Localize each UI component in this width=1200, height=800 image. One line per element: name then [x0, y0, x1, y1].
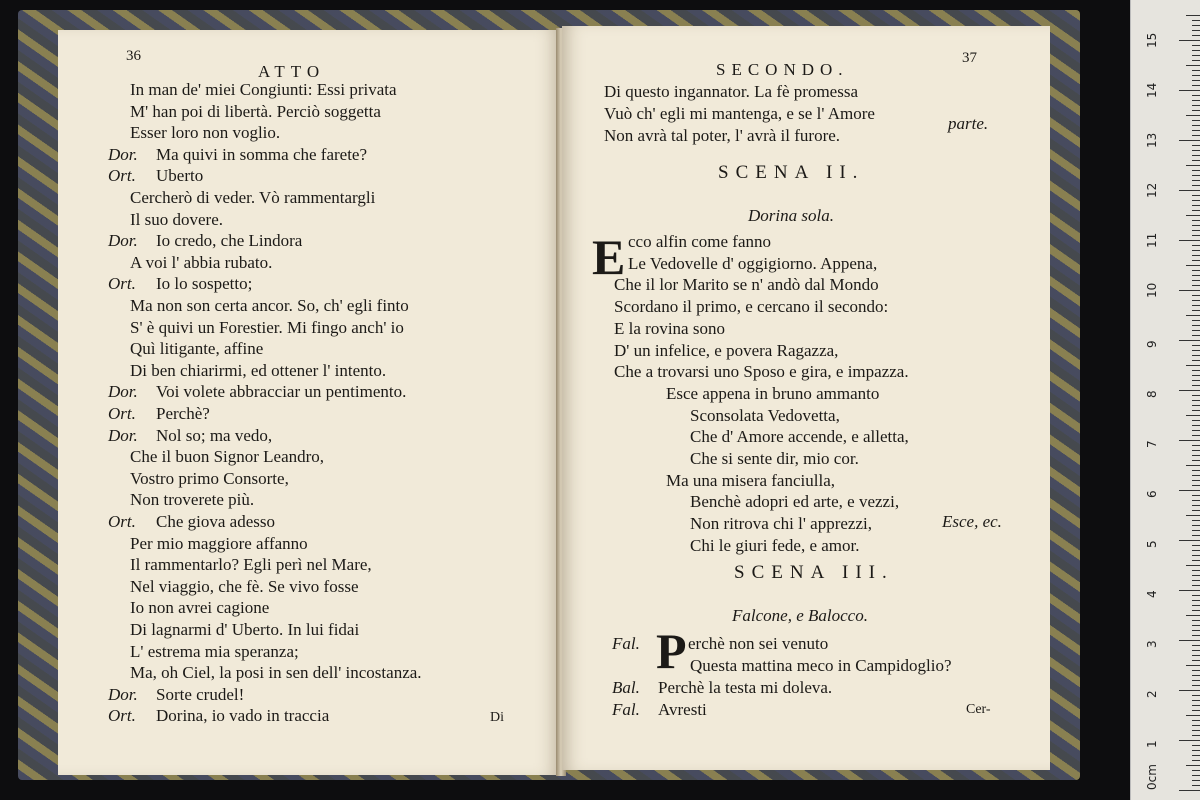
ruler-tick	[1192, 755, 1200, 756]
ruler-tick	[1192, 325, 1200, 326]
ruler-tick	[1192, 650, 1200, 651]
verse-line: Che a trovarsi uno Sposo e gira, e impazza.	[614, 362, 909, 382]
ruler-tick	[1179, 40, 1200, 41]
ruler-tick	[1192, 295, 1200, 296]
verse-line: Il rammentarlo? Egli perì nel Mare,	[130, 555, 372, 575]
ruler-tick	[1192, 410, 1200, 411]
ruler-tick	[1192, 570, 1200, 571]
ruler-tick	[1179, 740, 1200, 741]
ruler-tick	[1192, 595, 1200, 596]
verse-line: Il suo dovere.	[130, 209, 224, 229]
ruler-tick	[1192, 180, 1200, 181]
ruler-tick	[1192, 25, 1200, 26]
ruler-tick	[1192, 85, 1200, 86]
scene-heading: SCENA III.	[734, 562, 894, 583]
speaker-label: Ort.	[108, 706, 136, 726]
ruler-tick	[1192, 360, 1200, 361]
page-number: 37	[962, 50, 977, 66]
ruler-tick	[1192, 260, 1200, 261]
ruler-tick	[1192, 435, 1200, 436]
ruler-tick	[1192, 350, 1200, 351]
ruler-tick	[1192, 35, 1200, 36]
ruler-tick	[1192, 195, 1200, 196]
ruler-tick	[1186, 315, 1200, 316]
speaker-label: Dor.	[108, 144, 138, 164]
ruler-tick	[1192, 285, 1200, 286]
ruler-tick	[1192, 160, 1200, 161]
ruler-tick	[1192, 445, 1200, 446]
ruler-tick	[1192, 635, 1200, 636]
ruler-tick	[1192, 610, 1200, 611]
ruler-tick	[1192, 630, 1200, 631]
ruler-tick	[1192, 235, 1200, 236]
left-page	[58, 30, 560, 775]
ruler-tick	[1192, 150, 1200, 151]
verse-line: Ma quivi in somma che farete?	[156, 144, 368, 164]
verse-line: Esce appena in bruno ammanto	[666, 383, 880, 403]
ruler-tick	[1192, 55, 1200, 56]
ruler-tick	[1192, 275, 1200, 276]
ruler-number: 15	[1145, 32, 1159, 48]
ruler-tick	[1179, 440, 1200, 441]
ruler-tick	[1192, 250, 1200, 251]
ruler-tick	[1192, 200, 1200, 201]
verse-line: Non avrà tal poter, l' avrà il furore.	[604, 126, 841, 145]
speaker-label: Fal.	[612, 700, 640, 719]
ruler-tick	[1192, 45, 1200, 46]
ruler-tick	[1179, 790, 1200, 791]
ruler-tick	[1179, 690, 1200, 691]
ruler-tick	[1192, 170, 1200, 171]
ruler-tick	[1192, 345, 1200, 346]
ruler-tick	[1192, 720, 1200, 721]
verse-line: Non ritrova chi l' apprezzi,	[690, 514, 872, 534]
ruler-tick	[1192, 480, 1200, 481]
ruler-tick	[1192, 725, 1200, 726]
verse-line: Esser loro non voglio.	[130, 123, 281, 143]
ruler-tick	[1186, 565, 1200, 566]
ruler-tick	[1192, 225, 1200, 226]
ruler-number: 11	[1145, 232, 1159, 248]
verse-line: Non troverete più.	[130, 490, 255, 510]
ruler-tick	[1179, 590, 1200, 591]
ruler-tick	[1192, 525, 1200, 526]
ruler-tick	[1192, 120, 1200, 121]
verse-line: Chi le giuri fede, e amor.	[690, 535, 860, 555]
ruler-unit: 0cm	[1145, 764, 1159, 790]
speaker-label: Dor.	[108, 382, 138, 402]
ruler-tick	[1192, 775, 1200, 776]
verse-line: erchè non sei venuto	[688, 634, 829, 653]
running-head: ATTO	[258, 62, 326, 81]
speaker-label: Bal.	[612, 678, 640, 697]
ruler-tick	[1192, 305, 1200, 306]
ruler-tick	[1192, 460, 1200, 461]
ruler-tick	[1192, 550, 1200, 551]
ruler-number: 6	[1145, 490, 1159, 498]
ruler-tick	[1192, 530, 1200, 531]
ruler-tick	[1192, 145, 1200, 146]
ruler-tick	[1192, 745, 1200, 746]
speaker-label: Ort.	[108, 404, 136, 423]
ruler-tick	[1192, 495, 1200, 496]
verse-line: Ma non son certa ancor. So, ch' egli finto	[130, 296, 409, 315]
running-head: SECONDO.	[716, 60, 849, 79]
ruler-tick	[1192, 270, 1200, 271]
ruler-tick	[1192, 770, 1200, 771]
ruler-tick	[1179, 190, 1200, 191]
ruler-tick	[1192, 730, 1200, 731]
ruler-tick	[1186, 515, 1200, 516]
ruler-tick	[1192, 355, 1200, 356]
verse-line: Ma una misera fanciulla,	[666, 470, 835, 490]
ruler-tick	[1192, 685, 1200, 686]
verse-line: Scordano il primo, e cercano il secondo:	[614, 297, 889, 317]
ruler-tick	[1192, 695, 1200, 696]
stage-direction: Esce, ec.	[942, 512, 1002, 531]
verse-line: Dorina, io vado in traccia	[156, 706, 330, 726]
speaker-label: Ort.	[108, 166, 136, 186]
ruler-tick	[1179, 490, 1200, 491]
ruler-tick	[1192, 450, 1200, 451]
ruler-tick	[1192, 60, 1200, 61]
verse-line: Sconsolata Vedovetta,	[690, 405, 840, 425]
verse-line: Di ben chiarirmi, ed ottener l' intento.	[130, 360, 387, 380]
speaker-label: Dor.	[108, 684, 138, 704]
ruler-tick	[1192, 205, 1200, 206]
ruler-tick	[1192, 75, 1200, 76]
ruler-tick	[1179, 540, 1200, 541]
ruler-number: 13	[1145, 132, 1159, 148]
ruler-tick	[1186, 615, 1200, 616]
ruler-tick	[1192, 470, 1200, 471]
ruler-tick	[1179, 90, 1200, 91]
ruler-tick	[1179, 390, 1200, 391]
drop-cap: P	[656, 623, 687, 679]
ruler-tick	[1192, 155, 1200, 156]
verse-line: Benchè adopri ed arte, e vezzi,	[690, 492, 900, 512]
ruler-tick	[1192, 20, 1200, 21]
ruler-tick	[1192, 105, 1200, 106]
ruler-tick	[1192, 100, 1200, 101]
ruler-tick	[1192, 780, 1200, 781]
ruler-tick	[1192, 310, 1200, 311]
verse-line: Sorte crudel!	[156, 684, 245, 704]
ruler-tick	[1192, 505, 1200, 506]
ruler-tick	[1192, 425, 1200, 426]
ruler-tick	[1186, 15, 1200, 16]
verse-line: Perchè?	[156, 404, 210, 423]
ruler-tick	[1192, 380, 1200, 381]
ruler-tick	[1192, 760, 1200, 761]
ruler-tick	[1192, 655, 1200, 656]
ruler-tick	[1192, 675, 1200, 676]
verse-line: S' è quivi un Forestier. Mi fingo anch' io	[130, 317, 404, 337]
ruler-tick	[1192, 645, 1200, 646]
ruler-tick	[1192, 420, 1200, 421]
ruler-tick	[1192, 70, 1200, 71]
verse-line: Uberto	[156, 166, 204, 186]
verse-line: D' un infelice, e povera Ragazza,	[614, 340, 839, 360]
verse-line: Per mio maggiore affanno	[130, 533, 308, 553]
ruler-tick	[1192, 300, 1200, 301]
ruler-tick	[1186, 715, 1200, 716]
ruler-tick	[1192, 255, 1200, 256]
scene-characters: Dorina sola.	[748, 206, 834, 225]
ruler-tick	[1179, 290, 1200, 291]
ruler-tick	[1186, 415, 1200, 416]
ruler-tick	[1192, 500, 1200, 501]
ruler-tick	[1192, 245, 1200, 246]
ruler-number: 3	[1145, 640, 1159, 648]
right-page	[562, 26, 1050, 770]
ruler-tick	[1192, 385, 1200, 386]
ruler-tick	[1192, 620, 1200, 621]
ruler-tick	[1192, 625, 1200, 626]
ruler-tick	[1186, 765, 1200, 766]
ruler-number: 10	[1145, 282, 1159, 298]
speaker-label: Ort.	[108, 274, 136, 294]
ruler-tick	[1192, 210, 1200, 211]
ruler-tick	[1179, 140, 1200, 141]
verse-line: Le Vedovelle d' oggigiorno. Appena,	[628, 253, 878, 273]
ruler-tick	[1192, 95, 1200, 96]
verse-line: Nol so; ma vedo,	[156, 425, 273, 445]
verse-line: Di lagnarmi d' Uberto. In lui fidai	[130, 620, 360, 639]
verse-line: Cercherò di veder. Vò rammentargli	[130, 188, 376, 207]
ruler-tick	[1192, 535, 1200, 536]
ruler-tick	[1192, 680, 1200, 681]
ruler-tick	[1192, 50, 1200, 51]
ruler-tick	[1192, 580, 1200, 581]
ruler-tick	[1186, 165, 1200, 166]
catchword: Cer-	[966, 702, 991, 717]
ruler-tick	[1192, 375, 1200, 376]
ruler-number: 12	[1145, 182, 1159, 198]
ruler-tick	[1179, 240, 1200, 241]
ruler-tick	[1179, 340, 1200, 341]
ruler-tick	[1192, 330, 1200, 331]
measuring-ruler	[1130, 0, 1200, 800]
ruler-tick	[1186, 65, 1200, 66]
verse-line: Voi volete abbracciar un pentimento.	[156, 382, 407, 402]
ruler-tick	[1192, 520, 1200, 521]
ruler-tick	[1192, 370, 1200, 371]
verse-line: Io non avrei cagione	[130, 598, 270, 618]
ruler-number: 4	[1145, 590, 1159, 598]
verse-line: Quì litigante, affine	[130, 339, 264, 359]
ruler-tick	[1186, 465, 1200, 466]
ruler-tick	[1192, 660, 1200, 661]
ruler-tick	[1192, 670, 1200, 671]
ruler-tick	[1192, 220, 1200, 221]
ruler-tick	[1192, 175, 1200, 176]
ruler-tick	[1192, 335, 1200, 336]
ruler-tick	[1192, 395, 1200, 396]
ruler-tick	[1192, 110, 1200, 111]
verse-line: Io lo sospetto;	[156, 274, 253, 294]
verse-line: L' estrema mia speranza;	[130, 641, 299, 661]
ruler-tick	[1192, 320, 1200, 321]
verse-line: Ma, oh Ciel, la posi in sen dell' incostanza.	[130, 663, 422, 683]
ruler-number: 9	[1145, 340, 1159, 348]
ruler-tick	[1192, 545, 1200, 546]
verse-line: Perchè la testa mi doleva.	[658, 678, 833, 697]
speaker-label: Fal.	[612, 634, 640, 653]
drop-cap: E	[592, 229, 626, 285]
ruler-tick	[1186, 215, 1200, 216]
ruler-tick	[1192, 280, 1200, 281]
ruler-tick	[1192, 80, 1200, 81]
ruler-number: 5	[1145, 540, 1159, 548]
ruler-tick	[1192, 405, 1200, 406]
ruler-tick	[1192, 485, 1200, 486]
ruler-number: 14	[1145, 82, 1159, 98]
ruler-tick	[1192, 710, 1200, 711]
verse-line: Vostro primo Consorte,	[130, 468, 289, 488]
ruler-tick	[1192, 750, 1200, 751]
ruler-tick	[1192, 510, 1200, 511]
ruler-tick	[1192, 605, 1200, 606]
verse-line: Avresti	[658, 700, 707, 719]
verse-line: Che si sente dir, mio cor.	[690, 449, 859, 468]
ruler-tick	[1179, 640, 1200, 641]
ruler-tick	[1192, 430, 1200, 431]
ruler-number: 8	[1145, 390, 1159, 398]
ruler-tick	[1192, 475, 1200, 476]
ruler-tick	[1192, 135, 1200, 136]
ruler-tick	[1192, 185, 1200, 186]
ruler-tick	[1192, 230, 1200, 231]
ruler-tick	[1192, 585, 1200, 586]
ruler-number: 2	[1145, 690, 1159, 698]
verse-line: cco alfin come fanno	[628, 232, 772, 251]
ruler-tick	[1192, 455, 1200, 456]
ruler-number: 1	[1145, 740, 1159, 748]
verse-line: In man de' miei Congiunti: Essi privata	[130, 80, 397, 99]
ruler-tick	[1192, 785, 1200, 786]
verse-line: Che giova adesso	[156, 512, 275, 531]
verse-line: A voi l' abbia rubato.	[130, 252, 273, 272]
ruler-tick	[1186, 365, 1200, 366]
ruler-tick	[1192, 560, 1200, 561]
ruler-tick	[1192, 600, 1200, 601]
ruler-tick	[1192, 705, 1200, 706]
ruler-tick	[1192, 735, 1200, 736]
verse-line: E la rovina sono	[614, 318, 725, 338]
verse-line: M' han poi di libertà. Perciò soggetta	[130, 101, 381, 121]
verse-line: Vuò ch' egli mi mantenga, e se l' Amore	[604, 104, 875, 123]
speaker-label: Ort.	[108, 512, 136, 531]
page-number: 36	[126, 48, 141, 64]
verse-line: Nel viaggio, che fè. Se vivo fosse	[130, 576, 359, 596]
ruler-tick	[1186, 265, 1200, 266]
ruler-number: 7	[1145, 440, 1159, 448]
speaker-label: Dor.	[108, 425, 138, 445]
verse-line: Che il lor Marito se n' andò dal Mondo	[614, 275, 879, 295]
ruler-tick	[1192, 575, 1200, 576]
stage-direction: parte.	[948, 114, 989, 133]
scene-characters: Falcone, e Balocco.	[732, 606, 868, 625]
speaker-label: Dor.	[108, 231, 138, 251]
catchword: Di	[490, 710, 504, 725]
verse-line: Che il buon Signor Leandro,	[130, 447, 325, 467]
verse-line: Questa mattina meco in Campidoglio?	[690, 656, 952, 675]
verse-line: Che d' Amore accende, e alletta,	[690, 427, 909, 447]
ruler-tick	[1186, 665, 1200, 666]
ruler-tick	[1192, 700, 1200, 701]
ruler-tick	[1192, 30, 1200, 31]
verse-line: Io credo, che Lindora	[156, 231, 303, 251]
ruler-tick	[1192, 400, 1200, 401]
scene-heading: SCENA II.	[718, 162, 865, 183]
ruler-tick	[1192, 555, 1200, 556]
ruler-tick	[1186, 115, 1200, 116]
verse-line: Di questo ingannator. La fè promessa	[604, 82, 858, 101]
ruler-tick	[1192, 125, 1200, 126]
ruler-tick	[1192, 130, 1200, 131]
